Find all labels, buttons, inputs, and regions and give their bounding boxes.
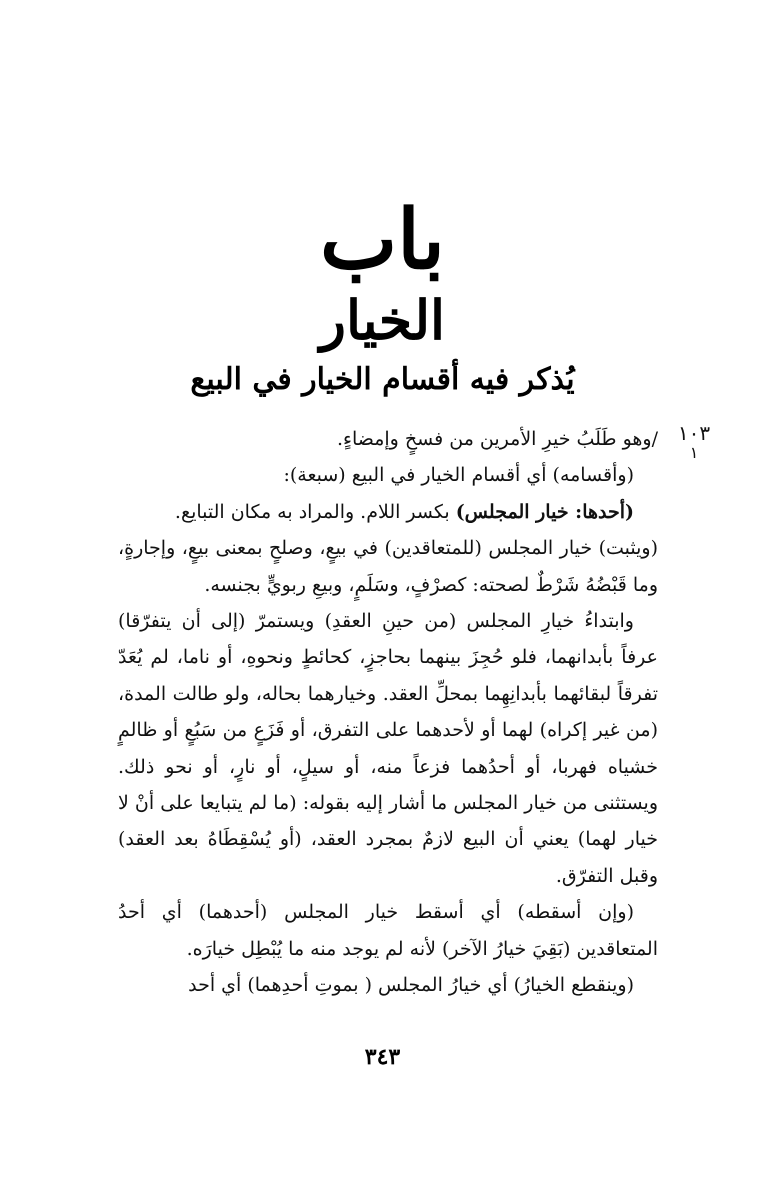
text-segment: بكسر اللام. والمراد به مكان التبايع. <box>174 500 456 523</box>
paragraph <box>118 494 658 530</box>
text-segment: (وأقسامه) أي أقسام الخيار في البيع (سبعة): <box>283 464 634 487</box>
paragraph <box>118 421 658 457</box>
paragraph <box>118 603 658 894</box>
text-segment: (وإن أسقطه) أي أسقط خيار المجلس (أحدهما) أي أحدُ المتعاقدين (بَقِيَ خيارُ الآخر) لأنه لم يوجد منه ما يُبْطِل خيارَه. <box>118 901 658 960</box>
margin-reference-bottom: ١ <box>689 443 699 462</box>
text-segment: (ويثبت) خيار المجلس (للمتعاقدين) في بيعٍ، وصلحٍ بمعنى بيعٍ، وإجارةٍ، وما قَبْضُهُ شَرْطٌ لصحته: كصرْفٍ، وسَلَمٍ، وبيعِ ربويٍّ بجنسه. <box>118 537 658 596</box>
chapter-subtitle: يُذكر فيه أقسام الخيار في البيع <box>190 362 575 397</box>
chapter-heading: باب <box>319 192 445 288</box>
body-text <box>118 421 658 1004</box>
margin-reference-top: ١٠٣ <box>677 421 711 445</box>
paragraph <box>118 457 658 493</box>
page-number: ٣٤٣ <box>364 1044 401 1070</box>
margin-reference <box>670 422 718 462</box>
paragraph <box>118 894 658 967</box>
text-segment: (وينقطع الخيارُ) أي خيارُ المجلس ( بموتِ أحدِهما) أي أحد <box>188 974 634 997</box>
paragraph <box>118 967 658 1003</box>
paragraph <box>118 530 658 603</box>
text-segment: /وهو طَلَبُ خيرِ الأمرين من فسخٍ وإمضاءٍ. <box>336 428 658 450</box>
bold-segment: (أحدها: خيار المجلس) <box>455 500 634 523</box>
text-segment: وابتداءُ خيارِ المجلس (من حينِ العقدِ) ويستمرّ (إلى أن يتفرّقا) عرفاً بأبدانهما، فلو حُجِزَ بينهما بحاجزٍ، كحائطٍ ونحوهِ، أو ناما، لم يُعَدّ تفرقاً لبقائهما بأبدانِهِما بمحلِّ العقد. وخيارهما بحاله، ولو طالت المدة، (من غير إكراه) لهما أو لأحدهما على التفرق، أو فَزَعٍ من سَبُعٍ أو ظالمٍ خشياه فهربا، أو أحدُهما فزعاً منه، أو سيلٍ، أو نارٍ، أو نحو ذلك. ويستثنى من خيار المجلس ما أشار إليه بقوله: (ما لم يتبايعا على أنْ لا خيار لهما) يعني أن البيع لازمٌ بمجرد العقد، (أو يُسْقِطَاهُ بعد العقد) وقبل التفرّق. <box>118 610 658 887</box>
chapter-title: الخيار <box>319 288 446 352</box>
chapter-header <box>0 192 765 401</box>
